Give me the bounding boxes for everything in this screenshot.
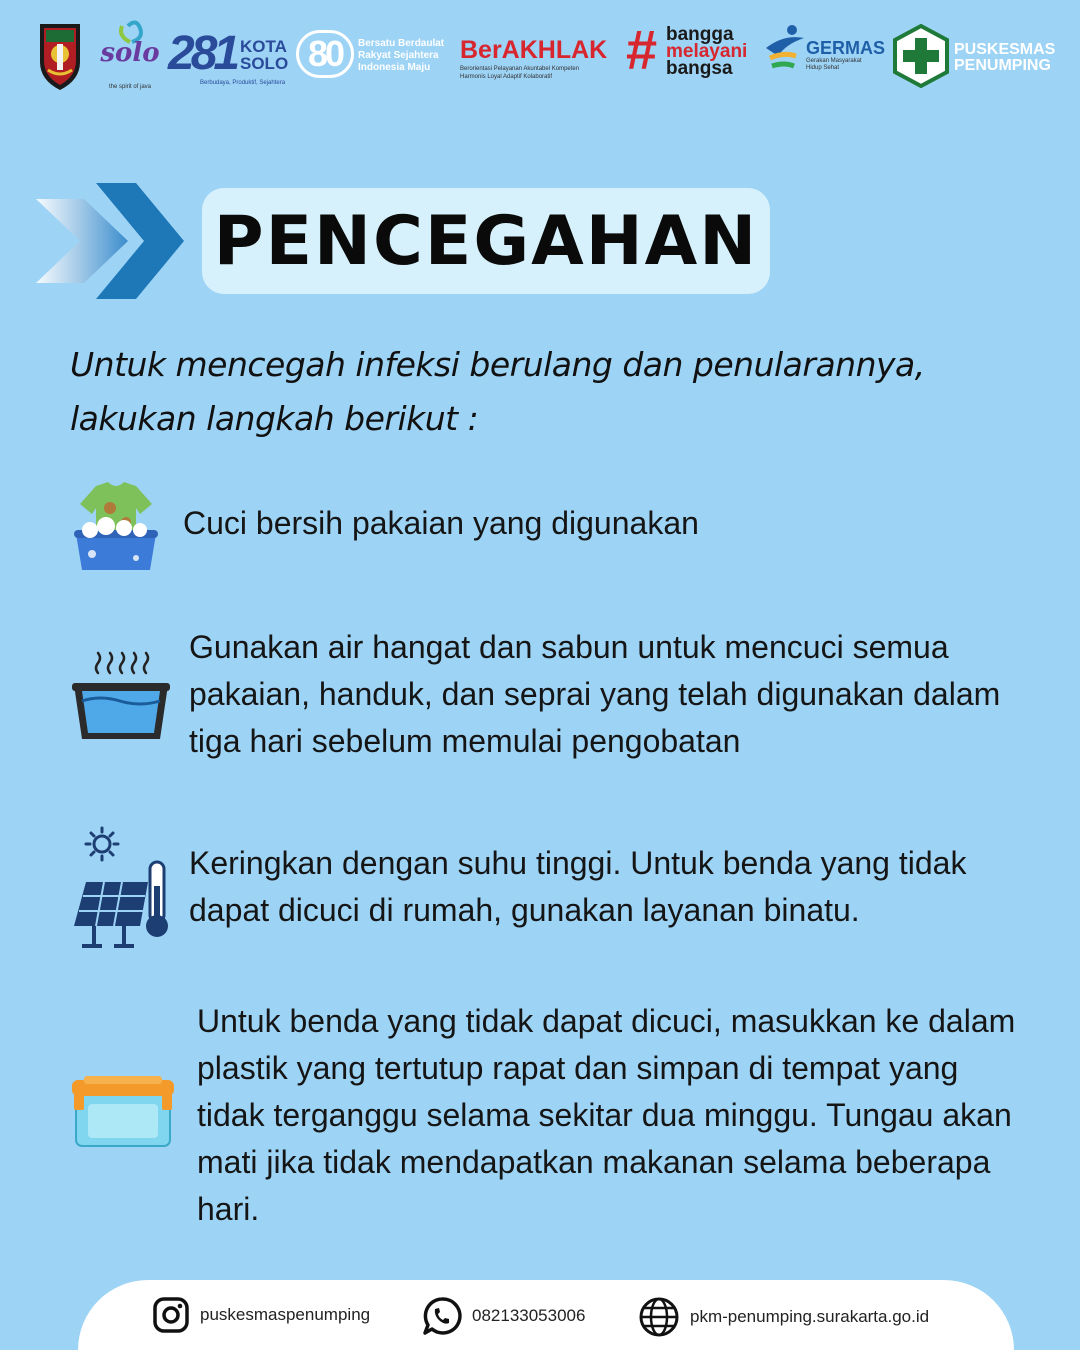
bangga-line: melayani [666, 41, 748, 62]
bangga-line: bangga [666, 24, 734, 45]
germas-logo [762, 18, 890, 94]
intro-text: Untuk mencegah infeksi berulang dan penularannya, lakukan langkah berikut : [70, 345, 925, 438]
washing-clothes-icon [70, 478, 162, 574]
berakhlak-logo [460, 18, 620, 94]
solar-panel-thermometer-icon [70, 826, 174, 952]
puskesmas-penumping-logo [892, 18, 1060, 94]
instagram-handle: puskesmaspenumping [200, 1305, 371, 1324]
step-text: Keringkan dengan suhu tinggi. Untuk benda yang tidak dapat dicuci di rumah, gunakan layanan binatu. [189, 845, 967, 928]
puskesmas-line: PUSKESMAS [954, 41, 1056, 58]
bangga-line: bangsa [666, 58, 733, 79]
website-url: pkm-penumping.surakarta.go.id [690, 1307, 930, 1326]
germas-figure-icon [762, 22, 806, 82]
berakhlak-subtitle: Harmonis Loyal Adaptif Kolaboratif [460, 74, 553, 80]
eighty-badge [296, 30, 354, 78]
whatsapp-number: 082133053006 [472, 1306, 586, 1325]
anniversary-tagline: Berbudaya, Produktif, Sejahtera [200, 80, 286, 86]
germas-subtitle: Hidup Sehat [806, 65, 840, 71]
surakarta-coat-of-arms-logo [36, 18, 84, 92]
eighty-line: Indonesia Maju [358, 62, 431, 73]
double-chevron-icon [36, 183, 186, 299]
indonesia-80-years-logo [296, 18, 456, 94]
germas-title: GERMAS [806, 38, 886, 58]
title-box [202, 188, 770, 294]
whatsapp-contact[interactable] [422, 1296, 585, 1336]
puskesmas-cross-icon [892, 24, 950, 88]
germas-subtitle: Gerakan Masyarakat [806, 58, 862, 64]
instagram-icon [152, 1296, 190, 1334]
logo-bar [30, 18, 1060, 98]
berakhlak-subtitle: Berorientasi Pelayanan Akuntabel Kompeten [460, 66, 580, 72]
solo-tagline: the spirit of java [108, 84, 152, 90]
anniversary-city: KOTA SOLO [240, 37, 289, 73]
solo-brand-text: solo [100, 38, 160, 68]
solo-city-brand-logo [98, 18, 162, 94]
page-title: PENCEGAHAN [213, 201, 759, 281]
kota-solo-anniversary-logo [168, 18, 288, 94]
bangga-melayani-bangsa-logo [626, 18, 756, 94]
step-text: Untuk benda yang tidak dapat dicuci, masukkan ke dalam plastik yang tertutup rapat dan simpan di tempat yang tidak terganggu selama sekitar dua minggu. Tungau akan mati jika tidak mendapatkan makanan selama beberapa hari. [197, 1003, 1016, 1227]
eighty-number: 80 [307, 33, 343, 74]
puskesmas-line: PENUMPING [954, 57, 1051, 74]
eighty-line: Rakyat Sejahtera [358, 50, 439, 61]
anniversary-number: 281 [168, 27, 237, 80]
berakhlak-title: BerAKHLAK [460, 36, 608, 64]
instagram-contact[interactable] [152, 1296, 370, 1334]
bangga-text [666, 26, 747, 77]
website-contact[interactable] [638, 1296, 929, 1338]
eighty-line: Bersatu Berdaulat [358, 38, 445, 49]
plastic-storage-box-icon [70, 1076, 176, 1148]
step-text: Cuci bersih pakaian yang digunakan [183, 505, 699, 541]
eighty-slogan [358, 38, 458, 74]
globe-icon [638, 1296, 680, 1338]
whatsapp-icon [422, 1296, 462, 1336]
step-text: Gunakan air hangat dan sabun untuk mencuci semua pakaian, handuk, dan seprai yang telah digunakan dalam tiga hari sebelum memulai pengobatan [189, 629, 1001, 759]
hot-water-basin-icon [70, 645, 172, 745]
hashtag-icon: # [626, 18, 658, 81]
contact-footer [78, 1280, 1014, 1350]
